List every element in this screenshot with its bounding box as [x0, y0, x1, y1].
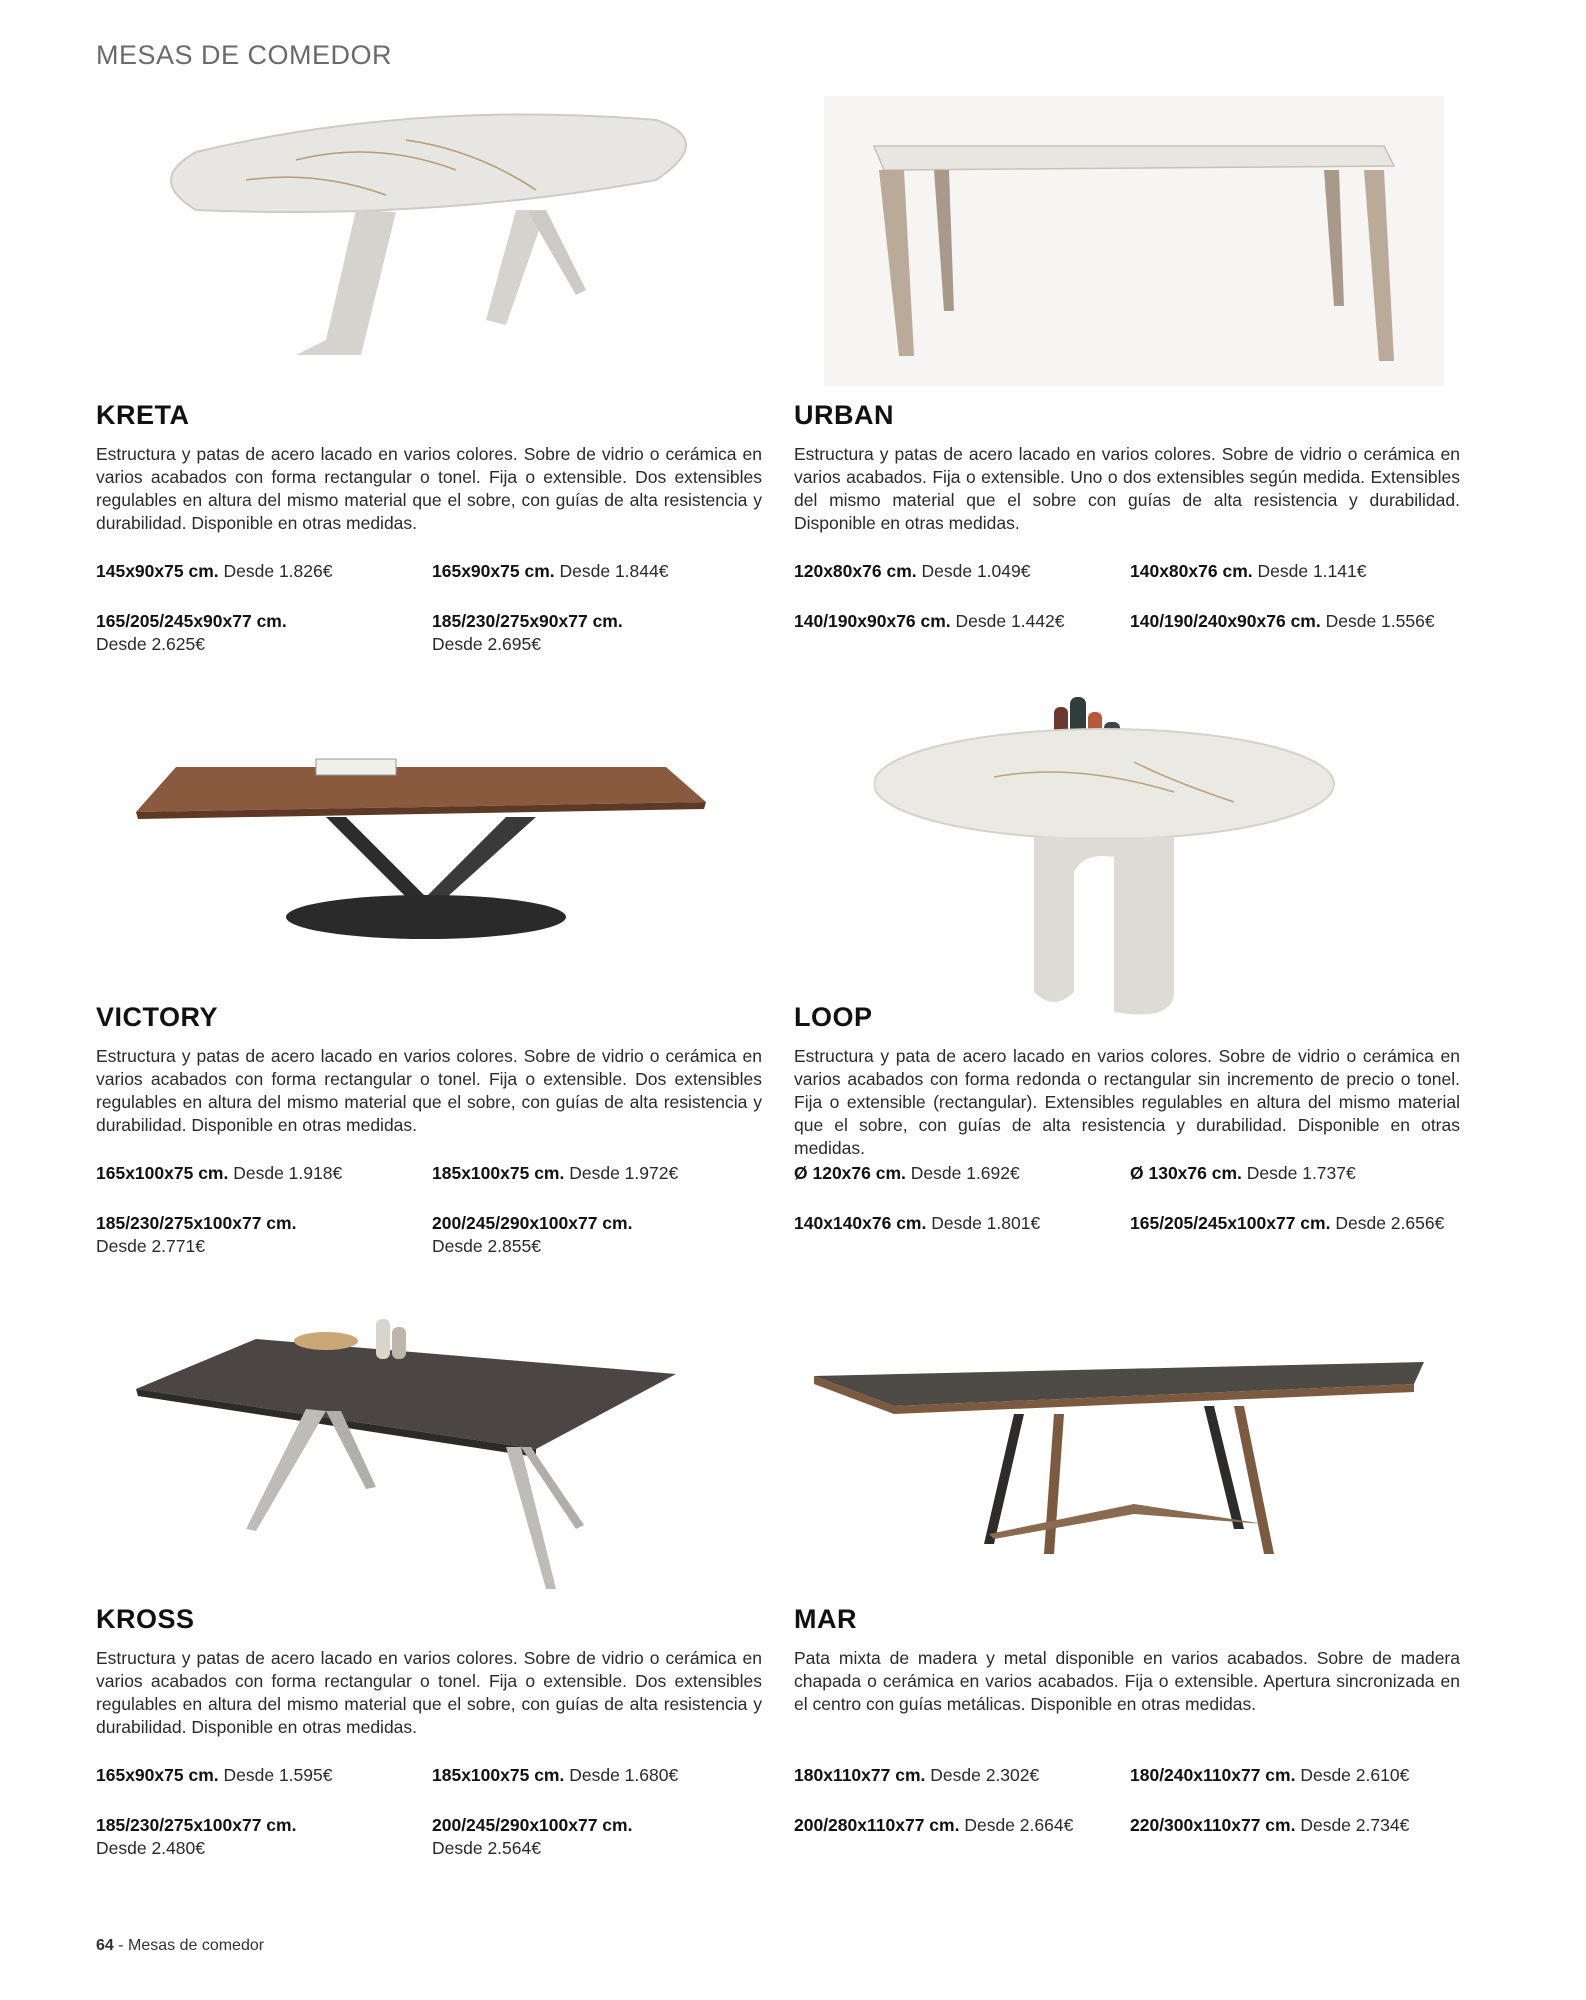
- price-size: 140/190/240x90x76 cm.: [1130, 611, 1321, 631]
- price-size: 165x90x75 cm.: [432, 561, 555, 581]
- product-description: Estructura y pata de acero lacado en varios colores. Sobre de vidrio o cerámica en varios acabados con forma redonda o rectangular sin incremento de precio o tonel. Fija o extensible (rectangular). Extensibles regulables en altura del mismo material que el sobre, con guías de alta resistencia y durabilidad. Disponible en otras medidas.: [794, 1046, 1460, 1158]
- price-size: 165x100x75 cm.: [96, 1163, 229, 1183]
- urban-table-image: [824, 96, 1444, 386]
- price-item: [1130, 1814, 1409, 1837]
- price-item: [96, 1212, 296, 1258]
- price-size: 140x80x76 cm.: [1130, 561, 1253, 581]
- victory-table-image: [136, 757, 716, 957]
- price-item: [432, 1764, 678, 1787]
- price-item: [1130, 560, 1366, 583]
- product-name: VICTORY: [96, 1002, 219, 1032]
- price-item: [794, 1212, 1040, 1235]
- price-size: 220/300x110x77 cm.: [1130, 1815, 1296, 1835]
- price-item: [794, 1814, 1073, 1837]
- price-value: Desde 1.680€: [569, 1765, 679, 1785]
- price-item: [1130, 1212, 1444, 1235]
- price-size: 185/230/275x90x77 cm.: [432, 611, 623, 631]
- price-size: 200/280x110x77 cm.: [794, 1815, 960, 1835]
- price-value: Desde 1.918€: [233, 1163, 343, 1183]
- mar-table-image: [814, 1354, 1434, 1584]
- page-number: 64: [96, 1937, 114, 1954]
- price-value: Desde 1.442€: [955, 611, 1065, 631]
- price-item: [1130, 1764, 1409, 1787]
- product-name: KROSS: [96, 1604, 195, 1634]
- product-name: LOOP: [794, 1002, 873, 1032]
- price-value: Desde 2.656€: [1335, 1213, 1445, 1233]
- price-value: Desde 1.972€: [569, 1163, 679, 1183]
- price-value: Desde 1.737€: [1246, 1163, 1356, 1183]
- price-size: 145x90x75 cm.: [96, 561, 219, 581]
- price-value: Desde 2.695€: [432, 634, 541, 654]
- loop-table-image: [874, 692, 1354, 1022]
- price-value: Desde 1.844€: [559, 561, 669, 581]
- price-item: [432, 1814, 632, 1860]
- price-size: Ø 120x76 cm.: [794, 1163, 906, 1183]
- price-size: 185/230/275x100x77 cm.: [96, 1815, 297, 1835]
- price-size: 180/240x110x77 cm.: [1130, 1765, 1296, 1785]
- price-item: [96, 1162, 342, 1185]
- price-item: [432, 610, 623, 656]
- product-name: KRETA: [96, 400, 190, 430]
- price-value: Desde 2.771€: [96, 1236, 205, 1256]
- price-value: Desde 2.564€: [432, 1838, 541, 1858]
- kreta-table-image: [156, 100, 716, 380]
- price-size: 180x110x77 cm.: [794, 1765, 926, 1785]
- price-item: [96, 1814, 296, 1860]
- price-value: Desde 2.734€: [1300, 1815, 1410, 1835]
- price-size: 120x80x76 cm.: [794, 561, 917, 581]
- price-item: [794, 1162, 1020, 1185]
- price-value: Desde 2.302€: [930, 1765, 1040, 1785]
- price-item: [96, 560, 332, 583]
- product-description: Pata mixta de madera y metal disponible en varios acabados. Sobre de madera chapada o cerámica en varios acabados. Fija o extensible. Apertura sincronizada en el centro con guías metálicas. Disponible en otras medidas.: [794, 1648, 1460, 1714]
- price-item: [1130, 1162, 1356, 1185]
- product-description: Estructura y patas de acero lacado en varios colores. Sobre de vidrio o cerámica en varios acabados con forma rectangular o tonel. Fija o extensible. Dos extensibles regulables en altura del mismo material que el sobre, con guías de alta resistencia y durabilidad. Disponible en otras medidas.: [96, 1046, 762, 1135]
- price-item: [96, 1764, 332, 1787]
- price-item: [432, 1212, 632, 1258]
- price-size: Ø 130x76 cm.: [1130, 1163, 1242, 1183]
- price-value: Desde 1.049€: [921, 561, 1031, 581]
- price-value: Desde 1.141€: [1257, 561, 1367, 581]
- product-description: Estructura y patas de acero lacado en varios colores. Sobre de vidrio o cerámica en varios acabados con forma rectangular o tonel. Fija o extensible. Dos extensibles regulables en altura del mismo material que el sobre, con guías de alta resistencia y durabilidad. Disponible en otras medidas.: [96, 444, 762, 533]
- product-name: URBAN: [794, 400, 894, 430]
- footer-separator: -: [113, 1937, 129, 1954]
- price-item: [794, 1764, 1039, 1787]
- product-name: MAR: [794, 1604, 857, 1634]
- price-size: 185/230/275x100x77 cm.: [96, 1213, 297, 1233]
- price-value: Desde 1.801€: [931, 1213, 1041, 1233]
- price-item: [432, 1162, 678, 1185]
- price-item: [432, 560, 668, 583]
- price-item: [96, 610, 287, 656]
- product-description: Estructura y patas de acero lacado en varios colores. Sobre de vidrio o cerámica en varios acabados con forma rectangular o tonel. Fija o extensible. Dos extensibles regulables en altura del mismo material que el sobre, con guías de alta resistencia y durabilidad. Disponible en otras medidas.: [96, 1648, 762, 1737]
- price-value: Desde 2.855€: [432, 1236, 541, 1256]
- price-value: Desde 1.595€: [223, 1765, 333, 1785]
- price-size: 165x90x75 cm.: [96, 1765, 219, 1785]
- page-footer: [96, 1937, 264, 1955]
- price-value: Desde 2.664€: [964, 1815, 1074, 1835]
- price-value: Desde 2.480€: [96, 1838, 205, 1858]
- section-title: MESAS DE COMEDOR: [96, 40, 393, 70]
- price-size: 185x100x75 cm.: [432, 1163, 565, 1183]
- price-size: 140/190x90x76 cm.: [794, 611, 951, 631]
- price-item: [794, 610, 1065, 633]
- kross-table-image: [136, 1299, 716, 1589]
- price-size: 185x100x75 cm.: [432, 1765, 565, 1785]
- price-value: Desde 2.625€: [96, 634, 205, 654]
- price-size: 165/205/245x90x77 cm.: [96, 611, 287, 631]
- price-size: 200/245/290x100x77 cm.: [432, 1815, 633, 1835]
- price-value: Desde 1.692€: [910, 1163, 1020, 1183]
- price-value: Desde 2.610€: [1300, 1765, 1410, 1785]
- price-size: 165/205/245x100x77 cm.: [1130, 1213, 1331, 1233]
- price-item: [1130, 610, 1435, 633]
- price-value: Desde 1.556€: [1325, 611, 1435, 631]
- price-item: [794, 560, 1030, 583]
- price-size: 200/245/290x100x77 cm.: [432, 1213, 633, 1233]
- product-description: Estructura y patas de acero lacado en varios colores. Sobre de vidrio o cerámica en varios acabados. Fija o extensible. Uno o dos extensibles según medida. Extensibles del mismo material que el sobre con guías de alta resistencia y durabilidad. Disponible en otras medidas.: [794, 444, 1460, 533]
- footer-label: Mesas de comedor: [128, 1937, 265, 1954]
- price-size: 140x140x76 cm.: [794, 1213, 927, 1233]
- price-value: Desde 1.826€: [223, 561, 333, 581]
